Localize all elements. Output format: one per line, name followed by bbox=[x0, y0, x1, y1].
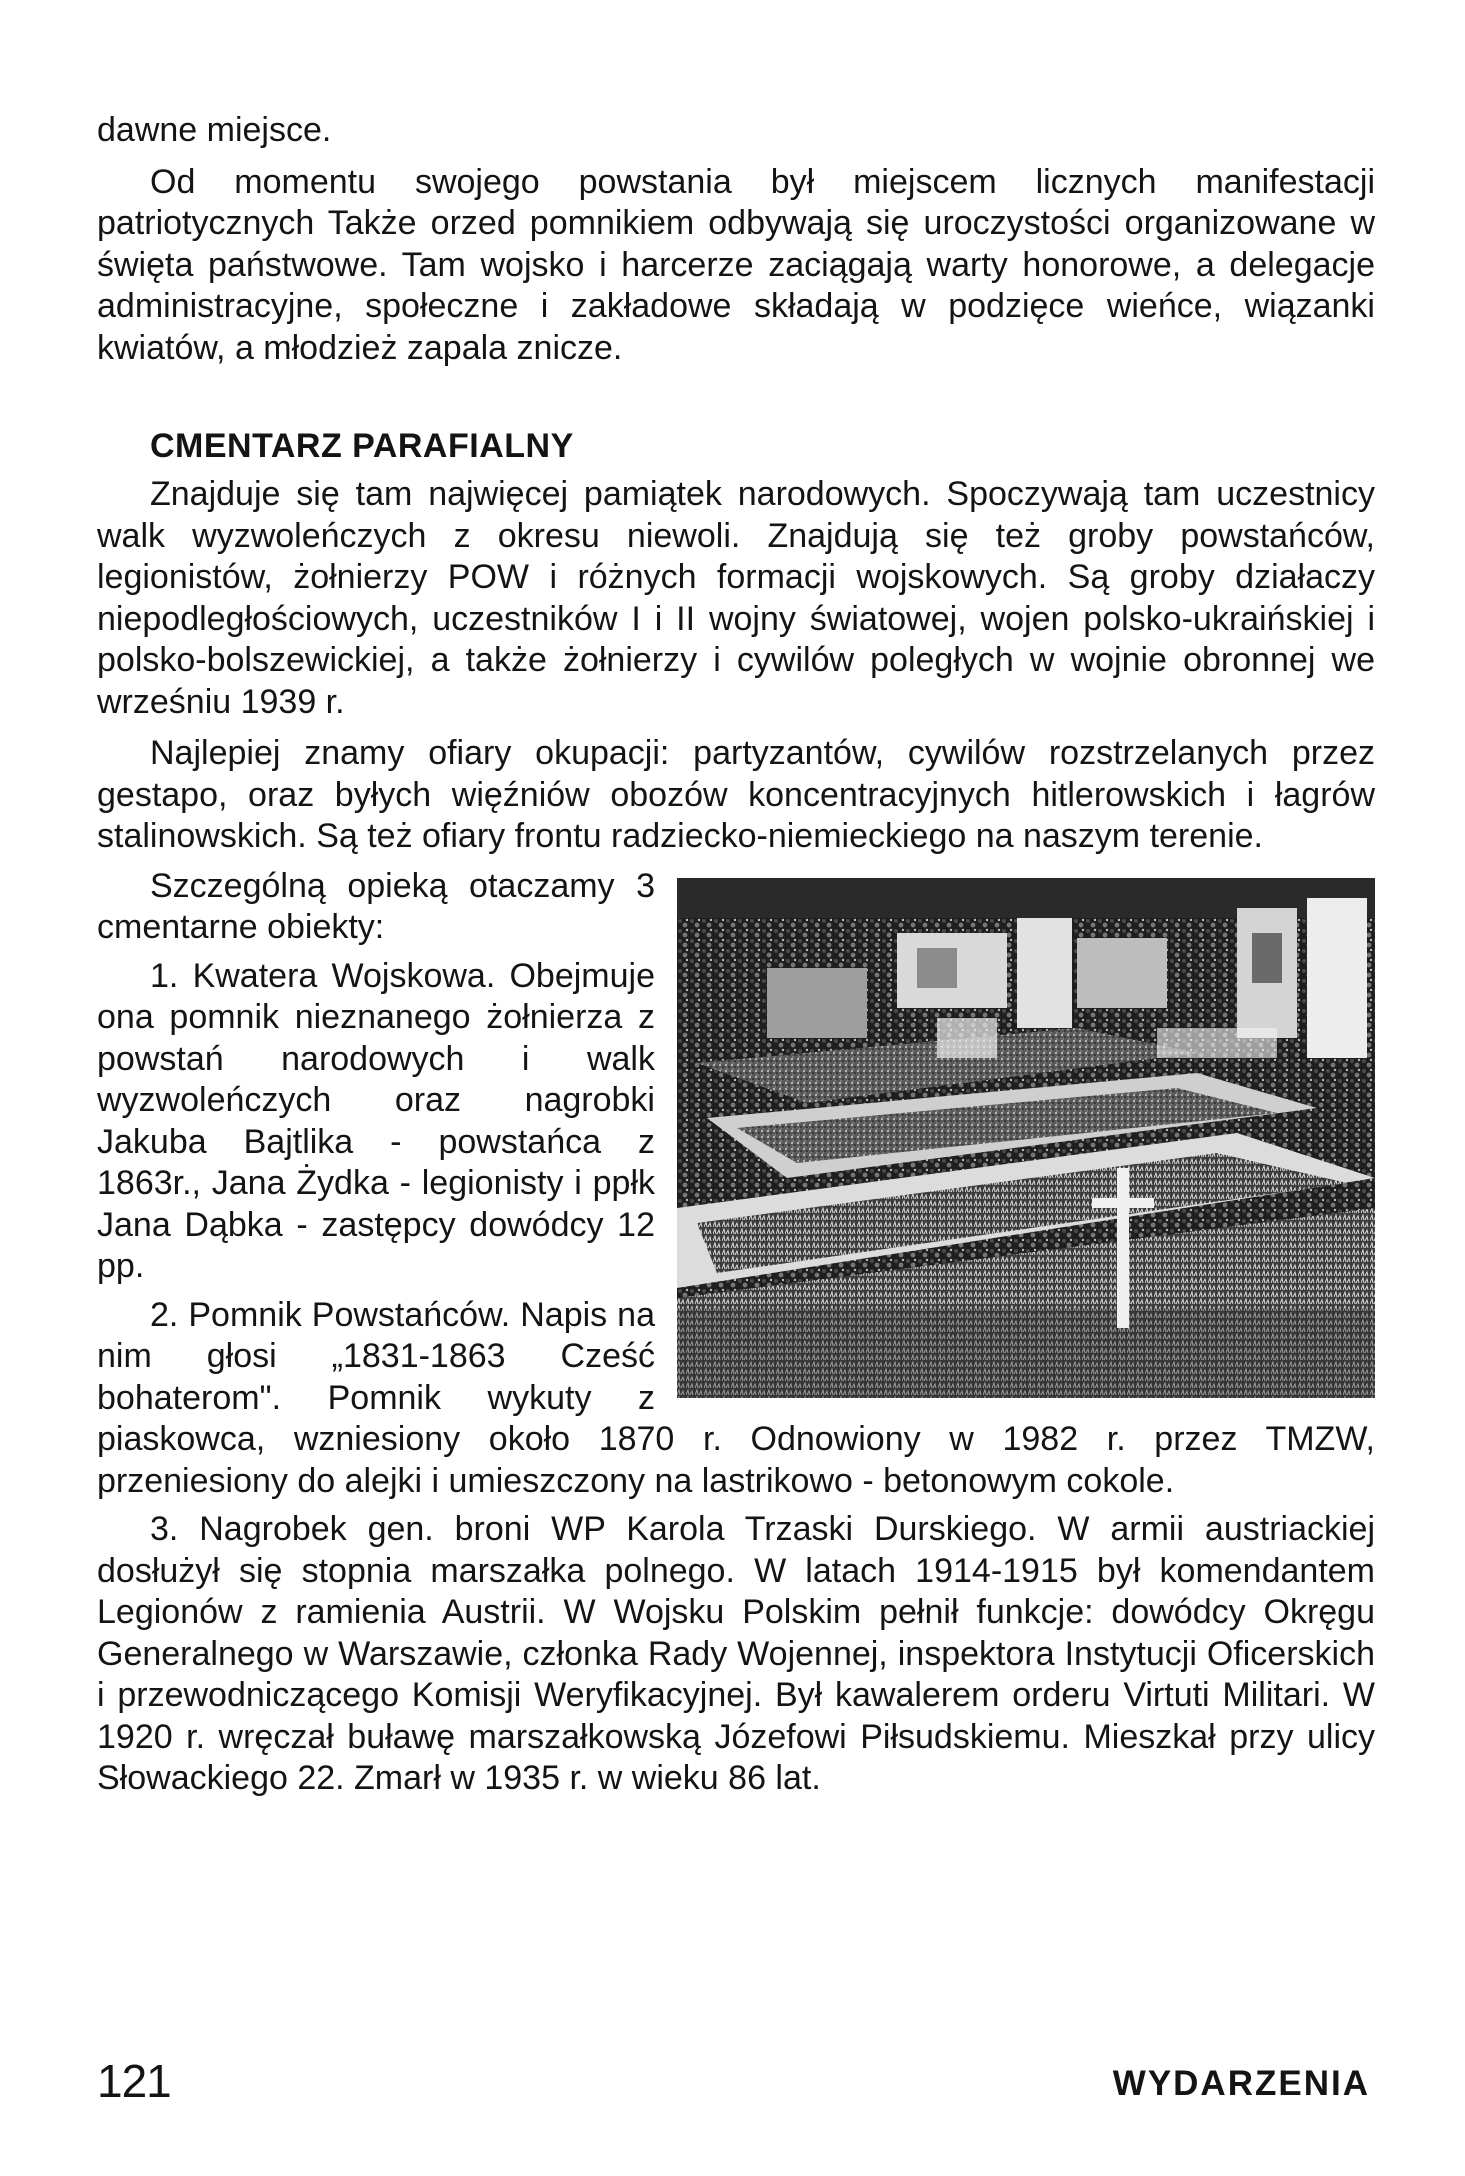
cemetery-photo-graphic bbox=[677, 878, 1375, 1398]
page-number: 121 bbox=[97, 2055, 171, 2107]
intro-paragraph: Od momentu swojego powstania był miejscem licznych manifestacji patriotycznych Także orzed pomnikiem odbywają się uroczystości organizowane w święta państwowe. Tam wojsko i harcerze zaciągają warty honorowe, a delegacje administracyjne, społeczne i zakładowe składają w podzięce wieńce, wiązanki kwiatów, a młodzież zapala znicze. bbox=[97, 162, 1375, 367]
page-content bbox=[97, 110, 1375, 1800]
section-paragraph-1: Znajduje się tam najwięcej pamiątek narodowych. Spoczywają tam uczestnicy walk wyzwoleńczych z okresu niewoli. Znajdują się też groby powstańców, legionistów, żołnierzy POW i różnych formacji wojskowych. Są groby działaczy niepodległościowych, uczestników I i II wojny światowej, wojen polsko-ukraińskiej i polsko-bolszewickiej, a także żołnierzy i cywilów poległych w wojnie obronnej we wrześniu 1939 r. bbox=[97, 475, 1375, 721]
continuation-line: dawne miejsce. bbox=[97, 111, 332, 149]
page-footer bbox=[97, 2054, 1375, 2114]
section-heading: CMENTARZ PARAFIALNY bbox=[150, 427, 574, 465]
section-paragraph-2: Najlepiej znamy ofiary okupacji: partyzantów, cywilów rozstrzelanych przez gestapo, oraz byłych więźniów obozów koncentracyjnych hitlerowskich i łagrów stalinowskich. Są też ofiary frontu radziecko-niemieckiego na naszym terenie. bbox=[97, 734, 1375, 855]
list-item-2: 2. Pomnik Powstańców. Napis na nim głosi „1831-1863 Cześć bohaterom". Pomnik wykuty z piaskowca, wzniesiony około 1870 r. Odnowiony w 1982 r. przez TMZW, przeniesiony do alejki i umieszczony na lastrikowo - betonowym cokole. bbox=[97, 1295, 1375, 1500]
list-item-1: 1. Kwatera Wojskowa. Obejmuje ona pomnik nieznanego żołnierza z powstań narodowych i walk wyzwoleńczych oraz nagrobki Jakuba Bajtlika - powstańca z 1863r., Jana Żydka - legionisty i ppłk Jana Dąbka - zastępcy dowódcy 12 pp. bbox=[97, 956, 655, 1285]
list-item-3: 3. Nagrobek gen. broni WP Karola Trzaski Durskiego. W armii austriackiej dosłużył się stopnia marszałka polnego. W latach 1914-1915 był komendantem Legionów z ramienia Austrii. W Wojsku Polskim pełnił funkcje: dowódcy Okręgu Generalnego w Warszawie, członka Rady Wojennej, inspektora Instytucji Oficerskich i przewodniczącego Komisji Weryfikacyjnej. Był kawalerem orderu Virtuti Militari. W 1920 r. wręczał buławę marszałkowską Józefowi Piłsudskiemu. Mieszkał przy ulicy Słowackiego 22. Zmarł w 1935 r. w wieku 86 lat. bbox=[97, 1510, 1375, 1797]
running-section-label: WYDARZENIA bbox=[1112, 2064, 1370, 2103]
cemetery-photo bbox=[677, 878, 1375, 1398]
list-with-photo bbox=[97, 866, 1375, 1503]
list-intro: Szczególną opieką otaczamy 3 cmentarne obiekty: bbox=[97, 866, 655, 946]
